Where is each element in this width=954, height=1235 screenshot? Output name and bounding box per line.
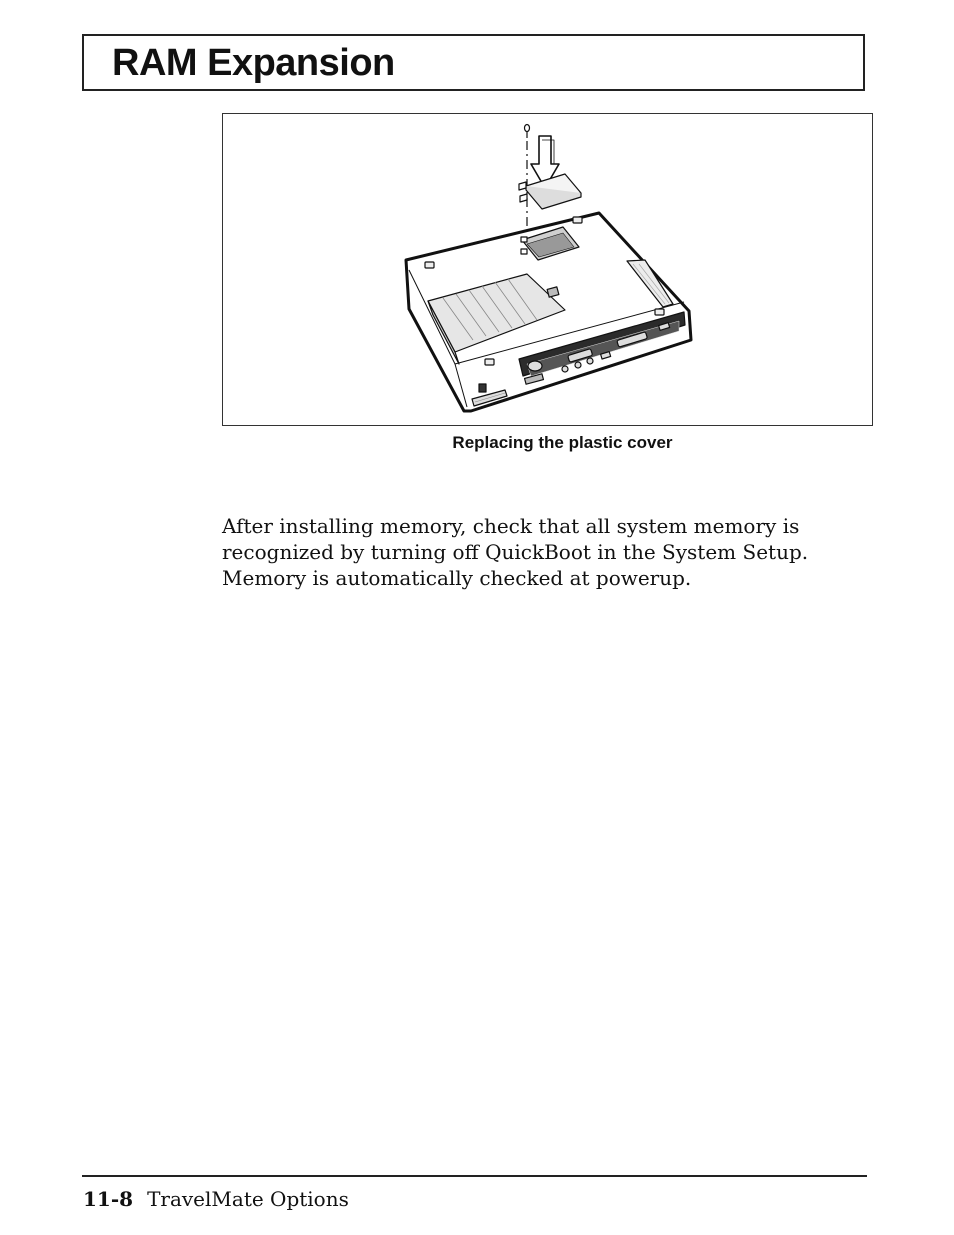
plastic-cover-icon bbox=[519, 174, 581, 209]
body-paragraph: After installing memory, check that all system memory is recognized by turning off QuickBoot in the System Setup. Memory is automatically checked at powerup. bbox=[222, 514, 809, 590]
page-title: RAM Expansion bbox=[112, 42, 395, 84]
footer-rule bbox=[82, 1175, 867, 1177]
laptop-underside-cover-replacement-icon bbox=[223, 114, 872, 425]
title-box bbox=[82, 34, 865, 91]
screw-icon bbox=[525, 125, 530, 139]
page-number: 11-8 bbox=[83, 1187, 134, 1211]
figure-frame bbox=[222, 113, 873, 426]
page-footer bbox=[83, 1187, 349, 1211]
laptop-body-icon bbox=[406, 213, 691, 411]
figure-caption: Replacing the plastic cover bbox=[452, 433, 673, 452]
footer-section-title: TravelMate Options bbox=[147, 1187, 349, 1211]
